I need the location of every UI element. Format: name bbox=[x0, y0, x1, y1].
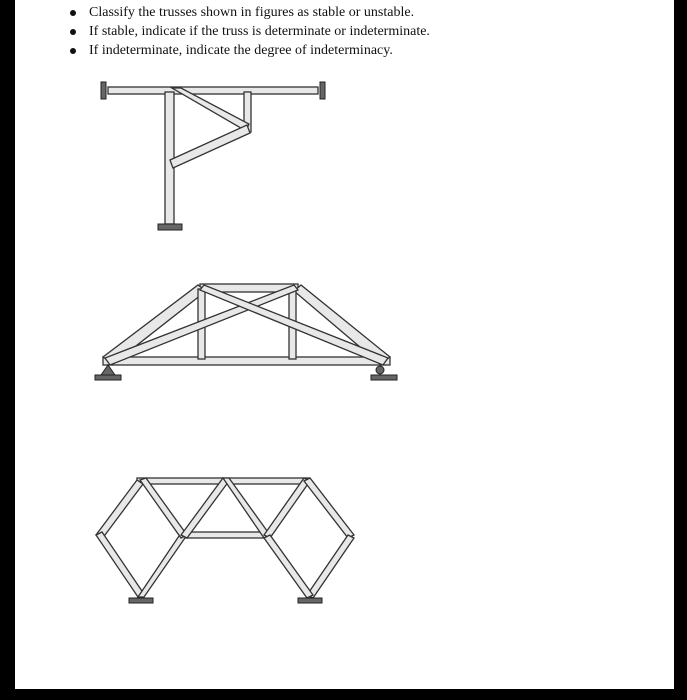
diagonal-member bbox=[264, 535, 313, 598]
diagonal-member bbox=[181, 478, 229, 538]
pin-support-base bbox=[95, 375, 121, 380]
truss-figure-2 bbox=[95, 284, 397, 380]
fixed-support bbox=[158, 224, 182, 230]
pin-support-left bbox=[129, 598, 153, 603]
diagonal-member bbox=[170, 125, 250, 168]
roller-support-base bbox=[371, 375, 397, 380]
top-chord bbox=[108, 87, 318, 94]
pin-support-right bbox=[298, 598, 322, 603]
diagonal-member bbox=[264, 478, 310, 538]
pin-support bbox=[101, 365, 115, 375]
diagonal-member bbox=[96, 480, 143, 539]
diagonal-member bbox=[307, 535, 354, 598]
diagonal-member bbox=[138, 533, 187, 597]
diagonal-member bbox=[223, 478, 270, 538]
wall-support-right bbox=[320, 82, 325, 99]
middle-chord bbox=[182, 532, 269, 538]
bottom-chord bbox=[103, 357, 390, 365]
diagonal-member bbox=[96, 532, 144, 597]
diagonal-member bbox=[140, 478, 187, 538]
roller-support bbox=[376, 366, 384, 374]
instruction-item-1: Classify the trusses shown in figures as stable or unstable. bbox=[67, 3, 430, 22]
truss-figure-3 bbox=[96, 478, 354, 603]
right-end-member bbox=[294, 285, 390, 364]
instruction-item-3: If indeterminate, indicate the degree of indeterminacy. bbox=[67, 41, 430, 60]
wall-support-left bbox=[101, 82, 106, 99]
diagonal-member bbox=[304, 478, 354, 538]
instruction-item-2: If stable, indicate if the truss is determinate or indeterminate. bbox=[67, 22, 430, 41]
vertical-column bbox=[165, 92, 174, 224]
truss-figure-1 bbox=[101, 82, 325, 230]
